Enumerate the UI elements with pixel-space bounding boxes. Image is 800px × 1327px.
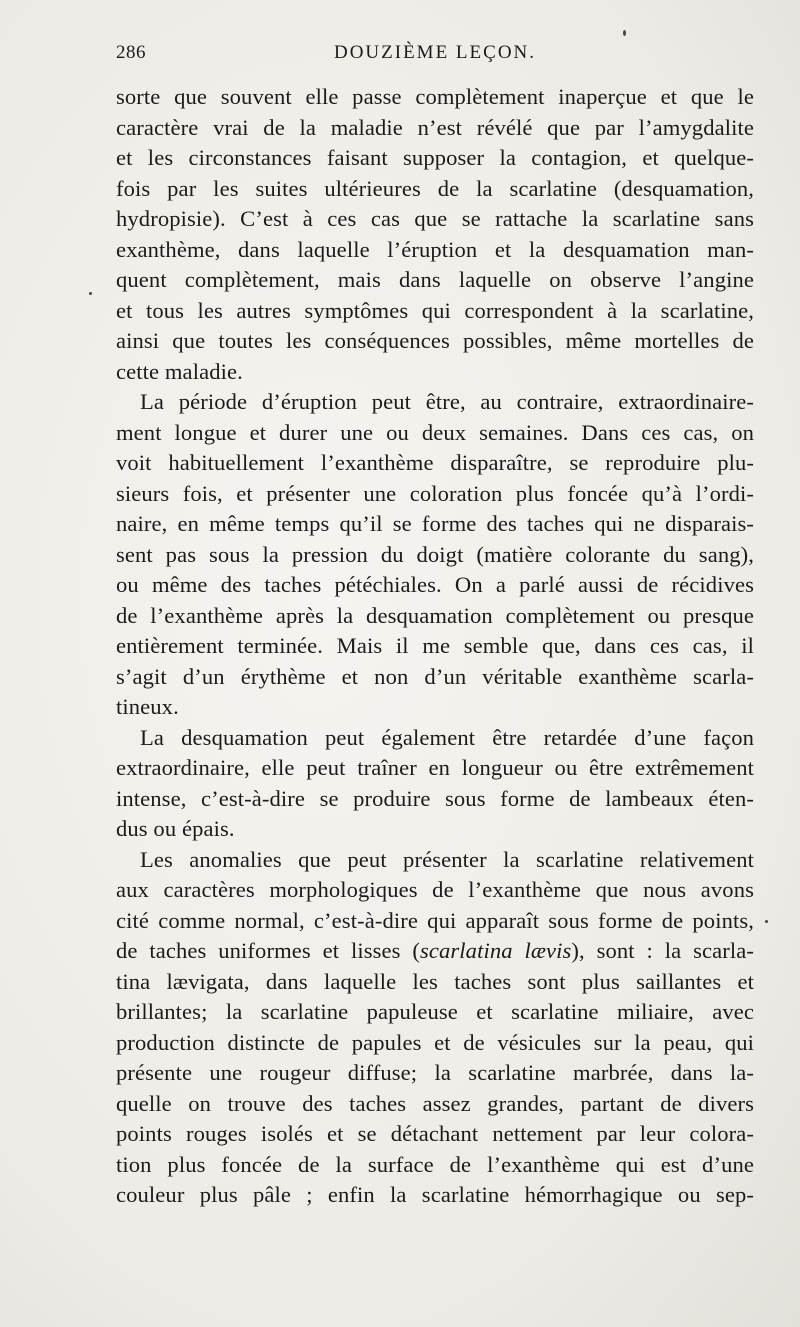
running-title: DOUZIÈME LEÇON. (333, 42, 537, 63)
text-line: tion plus foncée de la surface de l’exanthème qui est d’une (116, 1151, 754, 1177)
text-line: cité comme normal, c’est-à-dire qui apparaît sous forme de points, (116, 907, 754, 933)
text-line-with-italic (116, 936, 754, 967)
text-line: brillantes; la scarlatine papuleuse et scarlatine miliaire, avec (116, 999, 754, 1024)
text-line: ment longue et durer une ou deux semaines. Dans ces cas, on (116, 419, 754, 445)
text-line: quent complètement, mais dans laquelle on observe l’angine (116, 267, 754, 292)
text-line: couleur plus pâle ; enfin la scarlatine hémorrhagique ou sep- (116, 1182, 754, 1207)
text-line: sent pas sous la pression du doigt (matière colorante du sang), (116, 541, 754, 567)
text-line: points rouges isolés et se détachant nettement par leur colora- (116, 1121, 754, 1146)
text-line: s’agit d’un érythème et non d’un véritable exanthème scarla- (116, 663, 754, 689)
italic-term: scarlatina lævis (419, 938, 572, 963)
text-line: quelle on trouve des taches assez grandes, partant de divers (116, 1090, 754, 1116)
text-line: et tous les autres symptômes qui correspondent à la scarlatine, (116, 297, 754, 323)
text-line: La desquamation peut également être retardée d’une façon (140, 724, 754, 750)
text-line: voit habituellement l’exanthème disparaître, se reproduire plu- (116, 450, 754, 475)
text-line: production distincte de papules et de vésicules sur la peau, qui (116, 1029, 754, 1055)
text-line: dus ou épais. (116, 816, 235, 841)
text-segment: ), sont : la scarla- (571, 938, 754, 963)
text-line: exanthème, dans laquelle l’éruption et la desquamation man- (116, 236, 754, 262)
text-line: tina lævigata, dans laquelle les taches sont plus saillantes et (116, 968, 754, 994)
text-line: ou même des taches pétéchiales. On a parlé aussi de récidives (116, 572, 754, 597)
page-number: 286 (116, 42, 146, 63)
text-line: extraordinaire, elle peut traîner en longueur ou être extrêmement (116, 755, 754, 780)
ink-speck (765, 920, 768, 923)
text-line: Les anomalies que peut présenter la scarlatine relativement (140, 846, 754, 872)
text-line: sieurs fois, et présenter une coloration plus foncée qu’à l’ordi- (116, 480, 754, 506)
text-line: ainsi que toutes les conséquences possibles, même mortelles de (116, 328, 754, 353)
text-line: et les circonstances faisant supposer la contagion, et quelque- (116, 145, 754, 170)
body-text (116, 82, 754, 1211)
text-segment: de taches uniformes et lisses ( (116, 938, 420, 963)
text-line: hydropisie). C’est à ces cas que se rattache la scarlatine sans (116, 206, 754, 231)
text-line: de l’exanthème après la desquamation complètement ou presque (116, 602, 754, 628)
text-line: La période d’éruption peut être, au contraire, extraordinaire- (140, 389, 754, 414)
page-header (116, 42, 754, 70)
ink-speck (623, 30, 626, 36)
text-line: cette maladie. (116, 358, 243, 384)
ink-speck (89, 292, 92, 295)
text-line: naire, en même temps qu’il se forme des taches qui ne disparais- (116, 511, 754, 536)
text-line: tineux. (116, 694, 179, 719)
text-line: sorte que souvent elle passe complètement inaperçue et que le (116, 84, 754, 109)
text-line: aux caractères morphologiques de l’exanthème que nous avons (116, 877, 754, 902)
text-line: caractère vrai de la maladie n’est révélé que par l’amygdalite (116, 114, 754, 140)
text-line: intense, c’est-à-dire se produire sous forme de lambeaux éten- (116, 785, 754, 811)
text-line: fois par les suites ultérieures de la scarlatine (desquamation, (116, 175, 754, 201)
text-line: présente une rougeur diffuse; la scarlatine marbrée, dans la- (116, 1060, 754, 1085)
text-line: entièrement terminée. Mais il me semble que, dans ces cas, il (116, 633, 754, 658)
